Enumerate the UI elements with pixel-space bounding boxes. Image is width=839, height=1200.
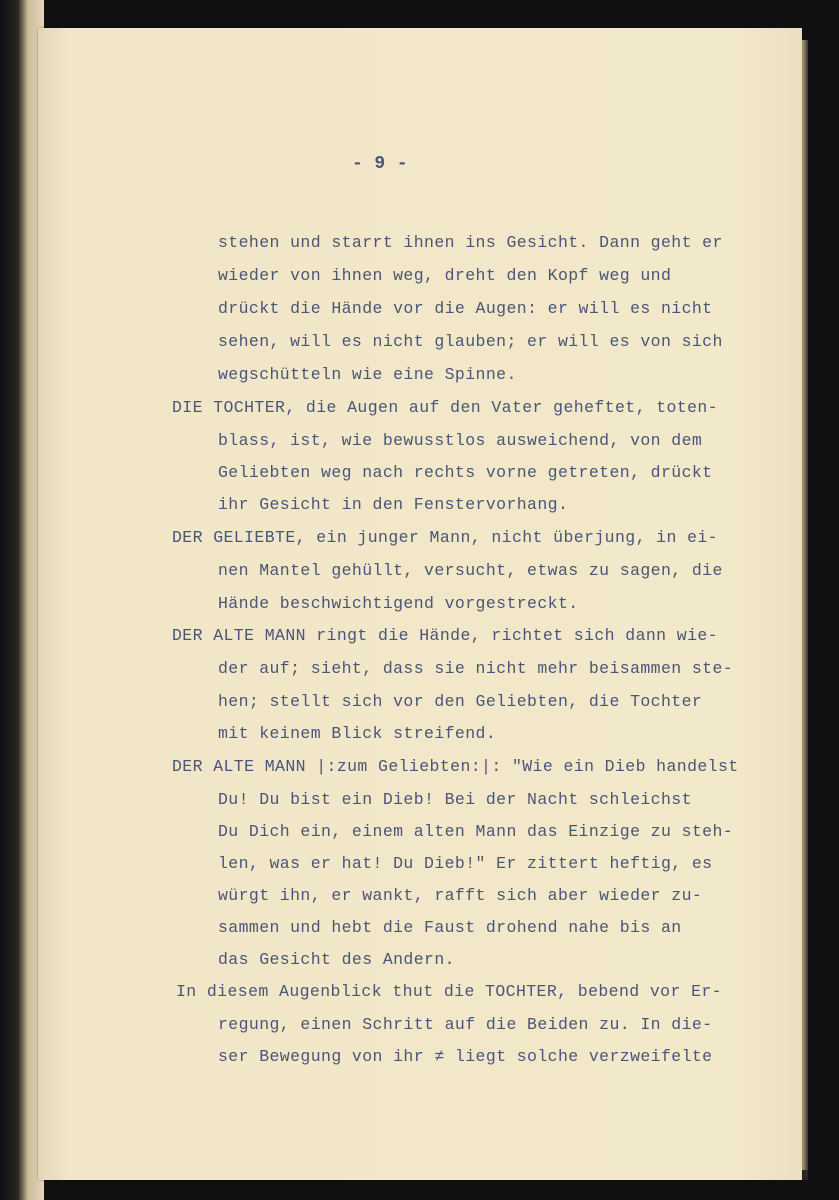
stage-direction-line: DIE TOCHTER, die Augen auf den Vater geheftet, toten-: [172, 398, 718, 417]
text-line: stehen und starrt ihnen ins Gesicht. Dann geht er: [218, 233, 723, 252]
text-line: regung, einen Schritt auf die Beiden zu. In die-: [218, 1015, 713, 1034]
text-line: wieder von ihnen weg, dreht den Kopf weg und: [218, 266, 672, 285]
text-line: drückt die Hände vor die Augen: er will es nicht: [218, 299, 713, 318]
text-line: sammen und hebt die Faust drohend nahe bis an: [218, 918, 682, 937]
stage-direction-line: DER GELIEBTE, ein junger Mann, nicht überjung, in ei-: [172, 528, 718, 547]
text-line: blass, ist, wie bewusstlos ausweichend, von dem: [218, 431, 703, 450]
text-line: das Gesicht des Andern.: [218, 950, 455, 969]
text-line: ihr Gesicht in den Fenstervorhang.: [218, 495, 569, 514]
text-line: Du Dich ein, einem alten Mann das Einzige zu steh-: [218, 822, 734, 841]
text-line: nen Mantel gehüllt, versucht, etwas zu sagen, die: [218, 561, 723, 580]
text-line: wegschütteln wie eine Spinne.: [218, 365, 517, 384]
text-line: Hände beschwichtigend vorgestreckt.: [218, 594, 579, 613]
text-line: würgt ihn, er wankt, rafft sich aber wieder zu-: [218, 886, 703, 905]
text-line: mit keinem Blick streifend.: [218, 724, 497, 743]
page-corner-shadow: [802, 1170, 808, 1180]
text-line: ser Bewegung von ihr ≠ liegt solche verzweifelte: [218, 1047, 713, 1066]
text-line: Geliebten weg nach rechts vorne getreten, drückt: [218, 463, 713, 482]
text-line: Du! Du bist ein Dieb! Bei der Nacht schleichst: [218, 790, 692, 809]
text-line: der auf; sieht, dass sie nicht mehr beisammen ste-: [218, 659, 734, 678]
dialogue-line: DER ALTE MANN |:zum Geliebten:|: "Wie ein Dieb handelst: [172, 757, 739, 776]
stage-direction-line: In diesem Augenblick thut die TOCHTER, bebend vor Er-: [176, 982, 722, 1001]
page-number: - 9 -: [352, 154, 409, 174]
text-line: hen; stellt sich vor den Geliebten, die Tochter: [218, 692, 703, 711]
text-line: sehen, will es nicht glauben; er will es von sich: [218, 332, 723, 351]
stage-direction-line: DER ALTE MANN ringt die Hände, richtet sich dann wie-: [172, 626, 718, 645]
text-line: len, was er hat! Du Dieb!" Er zittert heftig, es: [218, 854, 713, 873]
